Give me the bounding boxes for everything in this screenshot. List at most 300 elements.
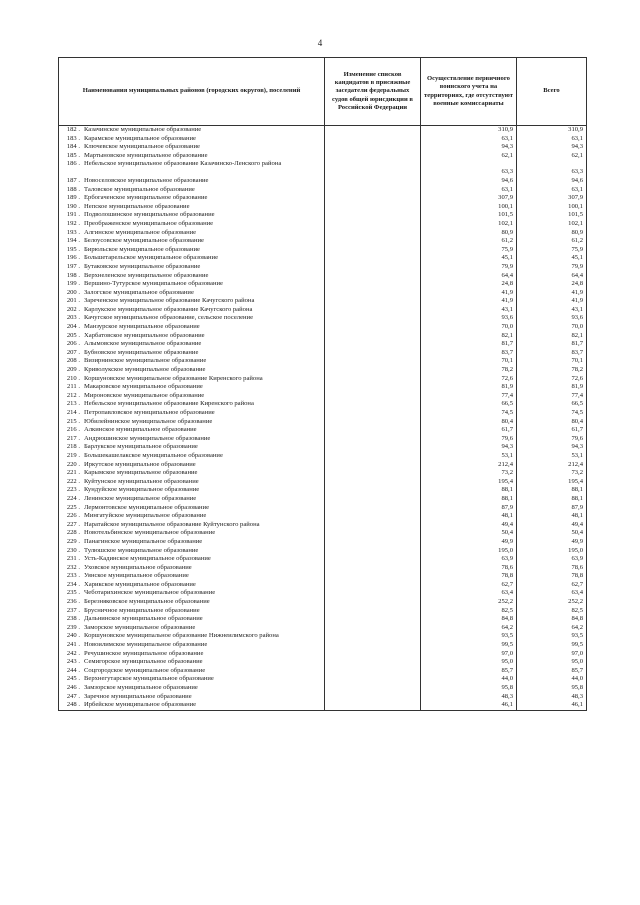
row-name-cell [59, 332, 325, 341]
row-name-cell [59, 246, 325, 255]
row-military: 53,1 [421, 452, 517, 461]
row-military: 64,2 [421, 624, 517, 633]
row-military: 99,5 [421, 641, 517, 650]
row-index: 197 . [66, 262, 80, 270]
row-name: Барлукское муниципальное образование [84, 443, 198, 451]
row-total: 81,9 [517, 383, 587, 392]
row-jury [325, 667, 421, 676]
row-name-cell [59, 203, 325, 212]
row-jury [325, 314, 421, 323]
row-total: 46,1 [517, 701, 587, 710]
row-name: Залогское муниципальное образование [84, 288, 194, 296]
table-body [59, 126, 587, 711]
row-military: 85,7 [421, 667, 517, 676]
row-name: Таловское муниципальное образование [84, 185, 195, 193]
row-index: 237 . [66, 606, 80, 614]
row-military: 63,3 [421, 160, 517, 177]
row-jury [325, 152, 421, 161]
row-name-cell [59, 152, 325, 161]
row-index: 214 . [66, 409, 80, 416]
row-total: 81,7 [517, 340, 587, 349]
row-military: 61,7 [421, 426, 517, 435]
row-name: Алымовское муниципальное образование [84, 340, 202, 348]
row-name: Визирнинское муниципальное образование [84, 357, 207, 365]
row-jury [325, 254, 421, 263]
header-jury: Изменение списков кандидатов в присяжные заседатели федеральных судов общей юрисдикции в Российской Федерации [325, 58, 421, 126]
row-jury [325, 426, 421, 435]
row-total: 84,8 [517, 615, 587, 624]
row-name: Петропавловское муниципальное образование [84, 409, 215, 416]
row-military: 74,5 [421, 409, 517, 418]
table-row [59, 581, 587, 590]
table-row [59, 194, 587, 203]
row-total: 94,3 [517, 443, 587, 452]
table-row [59, 469, 587, 478]
row-index: 187 . [66, 176, 80, 184]
row-total: 53,1 [517, 452, 587, 461]
row-name: Андрюшинское муниципальное образование [84, 434, 211, 442]
row-index: 245 . [66, 675, 80, 683]
row-name-cell [59, 186, 325, 195]
table-row [59, 589, 587, 598]
row-military: 100,1 [421, 203, 517, 212]
row-name-cell [59, 135, 325, 144]
table-row [59, 246, 587, 255]
table-row [59, 332, 587, 341]
row-military: 88,1 [421, 495, 517, 504]
row-military: 64,4 [421, 272, 517, 281]
row-index: 207 . [66, 348, 80, 356]
row-name-cell [59, 615, 325, 624]
row-military: 77,4 [421, 392, 517, 401]
table-row [59, 392, 587, 401]
row-jury [325, 220, 421, 229]
table-row [59, 237, 587, 246]
row-jury [325, 504, 421, 513]
table-row [59, 675, 587, 684]
row-name-cell [59, 624, 325, 633]
row-index: 236 . [66, 598, 80, 606]
row-military: 195,0 [421, 547, 517, 556]
row-jury [325, 160, 421, 177]
table-row [59, 366, 587, 375]
row-name: Бутаковское муниципальное образование [84, 262, 201, 270]
table-row [59, 289, 587, 298]
row-total: 195,4 [517, 478, 587, 487]
row-name-cell [59, 607, 325, 616]
row-index: 196 . [66, 254, 80, 262]
row-total: 50,4 [517, 529, 587, 538]
row-total: 307,9 [517, 194, 587, 203]
row-military: 93,5 [421, 632, 517, 641]
row-name: Небельское муниципальное образование Казачинско-Ленского района [84, 160, 282, 168]
row-jury [325, 452, 421, 461]
row-total: 95,8 [517, 684, 587, 693]
row-jury [325, 340, 421, 349]
row-name-cell [59, 400, 325, 409]
row-total: 310,9 [517, 126, 587, 135]
row-name: Алгинское муниципальное образование [84, 228, 197, 236]
row-name: Подволошинское муниципальное образование [84, 211, 215, 219]
row-name-cell [59, 701, 325, 710]
table-row [59, 641, 587, 650]
row-name: Преображенское муниципальное образование [84, 219, 214, 227]
row-name: Чеботарихинское муниципальное образование [84, 589, 216, 597]
table-row [59, 186, 587, 195]
table-row [59, 160, 587, 177]
row-name: Небельское муниципальное образование Киренского района [84, 400, 254, 408]
row-jury [325, 383, 421, 392]
row-total: 82,5 [517, 607, 587, 616]
row-name-cell [59, 555, 325, 564]
row-jury [325, 641, 421, 650]
row-name-cell [59, 693, 325, 702]
row-index: 230 . [66, 546, 80, 554]
row-jury [325, 323, 421, 332]
table-row [59, 426, 587, 435]
row-name-cell [59, 340, 325, 349]
row-name-cell [59, 538, 325, 547]
row-jury [325, 435, 421, 444]
row-total: 72,6 [517, 375, 587, 384]
row-name-cell [59, 529, 325, 538]
table-row [59, 486, 587, 495]
row-index: 216 . [66, 426, 80, 434]
row-name-cell [59, 297, 325, 306]
row-military: 63,4 [421, 589, 517, 598]
row-military: 94,6 [421, 177, 517, 186]
row-total: 88,1 [517, 486, 587, 495]
row-index: 248 . [66, 701, 80, 709]
row-military: 81,9 [421, 383, 517, 392]
row-name-cell [59, 512, 325, 521]
row-jury [325, 615, 421, 624]
row-name: Манзурское муниципальное образование [84, 323, 200, 331]
row-jury [325, 126, 421, 135]
row-total: 93,5 [517, 632, 587, 641]
row-name: Мингатуйское муниципальное образование [84, 512, 207, 520]
row-index: 226 . [66, 512, 80, 520]
row-name-cell [59, 229, 325, 238]
row-index: 239 . [66, 623, 80, 631]
row-military: 41,9 [421, 289, 517, 298]
row-name: Бирюльское муниципальное образование [84, 245, 200, 253]
row-total: 85,7 [517, 667, 587, 676]
row-name: Белоусовское муниципальное образование [84, 237, 204, 245]
row-military: 93,6 [421, 314, 517, 323]
row-name-cell [59, 418, 325, 427]
row-total: 62,1 [517, 152, 587, 161]
row-name-cell [59, 641, 325, 650]
row-index: 221 . [66, 469, 80, 477]
row-name: Речушинское муниципальное образование [84, 649, 204, 657]
table-row [59, 177, 587, 186]
row-name-cell [59, 426, 325, 435]
row-military: 82,1 [421, 332, 517, 341]
row-index: 184 . [66, 143, 80, 151]
row-index: 193 . [66, 228, 80, 236]
row-military: 72,6 [421, 375, 517, 384]
row-name: Иркутское муниципальное образование [84, 460, 196, 468]
table-row [59, 598, 587, 607]
row-name: Карымское муниципальное образование [84, 469, 198, 477]
row-military: 95,0 [421, 658, 517, 667]
row-name-cell [59, 323, 325, 332]
table-row [59, 340, 587, 349]
row-name: Лермонтовское муниципальное образование [84, 503, 210, 511]
row-index: 227 . [66, 520, 80, 528]
table-row [59, 297, 587, 306]
row-name: Тулюшское муниципальное образование [84, 546, 199, 554]
table-row [59, 615, 587, 624]
row-military: 83,7 [421, 349, 517, 358]
row-index: 204 . [66, 323, 80, 331]
row-name-cell [59, 272, 325, 281]
row-index: 199 . [66, 280, 80, 288]
table-row [59, 211, 587, 220]
row-total: 88,1 [517, 495, 587, 504]
row-jury [325, 564, 421, 573]
row-total: 80,4 [517, 418, 587, 427]
table-row [59, 135, 587, 144]
table-header-row [59, 58, 587, 126]
row-name: Казачинское муниципальное образование [84, 126, 202, 133]
page-number: 4 [317, 38, 323, 48]
row-name: Верхнеленское муниципальное образование [84, 271, 209, 279]
row-jury [325, 400, 421, 409]
row-index: 185 . [66, 151, 80, 159]
row-military: 45,1 [421, 254, 517, 263]
row-military: 82,5 [421, 607, 517, 616]
row-jury [325, 675, 421, 684]
table-row [59, 555, 587, 564]
row-jury [325, 598, 421, 607]
row-total: 93,6 [517, 314, 587, 323]
row-index: 194 . [66, 237, 80, 245]
row-name: Дальнинское муниципальное образование [84, 615, 203, 623]
row-name-cell [59, 443, 325, 452]
row-name: Алкинское муниципальное образование [84, 426, 197, 434]
row-jury [325, 512, 421, 521]
row-military: 62,7 [421, 581, 517, 590]
row-name-cell [59, 383, 325, 392]
row-name-cell [59, 220, 325, 229]
row-name: Мироновское муниципальное образование [84, 391, 205, 399]
row-name: Ленинское муниципальное образование [84, 494, 197, 502]
table-row [59, 529, 587, 538]
row-name-cell [59, 314, 325, 323]
table-row [59, 452, 587, 461]
row-name-cell [59, 478, 325, 487]
row-total: 95,0 [517, 658, 587, 667]
row-name-cell [59, 589, 325, 598]
table-row [59, 400, 587, 409]
row-name-cell [59, 143, 325, 152]
row-index: 202 . [66, 305, 80, 313]
row-name-cell [59, 254, 325, 263]
row-name: Семигорское муниципальное образование [84, 658, 203, 666]
table-row [59, 126, 587, 135]
row-name-cell [59, 211, 325, 220]
table-row [59, 478, 587, 487]
row-jury [325, 272, 421, 281]
row-index: 222 . [66, 477, 80, 485]
row-total: 212,4 [517, 461, 587, 470]
row-index: 218 . [66, 443, 80, 451]
row-total: 78,2 [517, 366, 587, 375]
row-index: 191 . [66, 211, 80, 219]
row-total: 74,5 [517, 409, 587, 418]
row-name-cell [59, 306, 325, 315]
table-row [59, 323, 587, 332]
row-name-cell [59, 160, 325, 177]
table-row [59, 538, 587, 547]
table-row [59, 152, 587, 161]
row-name-cell [59, 126, 325, 135]
row-name-cell [59, 658, 325, 667]
row-total: 101,5 [517, 211, 587, 220]
row-name-cell [59, 452, 325, 461]
header-total: Всего [517, 58, 587, 126]
row-index: 223 . [66, 486, 80, 494]
row-index: 211 . [67, 383, 80, 391]
row-jury [325, 684, 421, 693]
row-name: Непское муниципальное образование [84, 202, 190, 210]
row-jury [325, 366, 421, 375]
row-total: 70,0 [517, 323, 587, 332]
row-index: 186 . [66, 160, 80, 168]
row-name-cell [59, 461, 325, 470]
row-jury [325, 461, 421, 470]
row-name: Замзорское муниципальное образование [84, 684, 198, 691]
header-name: Наименования муниципальных районов (городских округов), поселений [59, 58, 325, 126]
table-row [59, 624, 587, 633]
row-index: 206 . [66, 340, 80, 348]
row-military: 63,9 [421, 555, 517, 564]
row-jury [325, 357, 421, 366]
row-jury [325, 581, 421, 590]
row-index: 200 . [66, 288, 80, 296]
row-name-cell [59, 194, 325, 203]
row-name: Криволукское муниципальное образование [84, 366, 206, 374]
row-name: Харбатовское муниципальное образование [84, 331, 205, 339]
table-row [59, 272, 587, 281]
row-jury [325, 658, 421, 667]
row-military: 70,0 [421, 323, 517, 332]
table-row [59, 607, 587, 616]
row-military: 61,2 [421, 237, 517, 246]
row-jury [325, 297, 421, 306]
row-jury [325, 186, 421, 195]
table-row [59, 357, 587, 366]
row-military: 307,9 [421, 194, 517, 203]
row-jury [325, 246, 421, 255]
row-total: 70,1 [517, 357, 587, 366]
row-index: 220 . [66, 460, 80, 468]
row-total: 252,2 [517, 598, 587, 607]
table-row [59, 504, 587, 513]
row-index: 192 . [66, 219, 80, 227]
row-total: 77,4 [517, 392, 587, 401]
row-jury [325, 203, 421, 212]
row-total: 66,5 [517, 400, 587, 409]
row-index: 228 . [66, 529, 80, 537]
row-index: 235 . [66, 589, 80, 597]
row-total: 44,0 [517, 675, 587, 684]
row-index: 215 . [66, 417, 80, 425]
row-name: Верхнегутарское муниципальное образование [84, 675, 214, 683]
row-jury [325, 237, 421, 246]
row-index: 203 . [66, 314, 80, 322]
row-jury [325, 632, 421, 641]
row-military: 78,2 [421, 366, 517, 375]
table-row [59, 632, 587, 641]
row-jury [325, 469, 421, 478]
row-name: Коршуновское муниципальное образование Киренского района [84, 374, 263, 382]
row-total: 100,1 [517, 203, 587, 212]
row-military: 102,1 [421, 220, 517, 229]
table-row [59, 547, 587, 556]
header-military: Осуществление первичного воинского учета на территориях, где отсутствуют военные комиссариаты [421, 58, 517, 126]
row-name-cell [59, 504, 325, 513]
table-row [59, 572, 587, 581]
row-total: 97,0 [517, 650, 587, 659]
row-name-cell [59, 366, 325, 375]
row-total: 41,9 [517, 289, 587, 298]
row-name-cell [59, 289, 325, 298]
row-total: 79,6 [517, 435, 587, 444]
row-index: 242 . [66, 649, 80, 657]
row-name: Березняковское муниципальное образование [84, 598, 210, 606]
row-name: Зареченское муниципальное образование Качугского района [84, 297, 255, 305]
row-name: Кундуйское муниципальное образование [84, 486, 200, 494]
row-jury [325, 143, 421, 152]
row-military: 70,1 [421, 357, 517, 366]
row-military: 95,8 [421, 684, 517, 693]
table-row [59, 650, 587, 659]
row-index: 195 . [66, 245, 80, 253]
table-row [59, 461, 587, 470]
row-index: 182 . [66, 126, 80, 133]
row-jury [325, 547, 421, 556]
row-military: 63,1 [421, 186, 517, 195]
row-jury [325, 375, 421, 384]
row-total: 49,4 [517, 521, 587, 530]
row-total: 63,4 [517, 589, 587, 598]
row-index: 225 . [66, 503, 80, 511]
row-name-cell [59, 495, 325, 504]
row-name-cell [59, 409, 325, 418]
row-name-cell [59, 564, 325, 573]
row-index: 219 . [66, 451, 80, 459]
row-jury [325, 607, 421, 616]
row-military: 43,1 [421, 306, 517, 315]
row-military: 46,1 [421, 701, 517, 710]
row-name-cell [59, 237, 325, 246]
row-jury [325, 263, 421, 272]
table-row [59, 693, 587, 702]
row-index: 229 . [66, 537, 80, 545]
row-military: 73,2 [421, 469, 517, 478]
row-name: Уховское муниципальное образование [84, 563, 192, 571]
row-index: 190 . [66, 202, 80, 210]
row-jury [325, 306, 421, 315]
row-military: 63,1 [421, 135, 517, 144]
row-name: Юбилейнинское муниципальное образование [84, 417, 213, 425]
row-name-cell [59, 357, 325, 366]
row-name-cell [59, 572, 325, 581]
row-index: 246 . [66, 684, 80, 691]
